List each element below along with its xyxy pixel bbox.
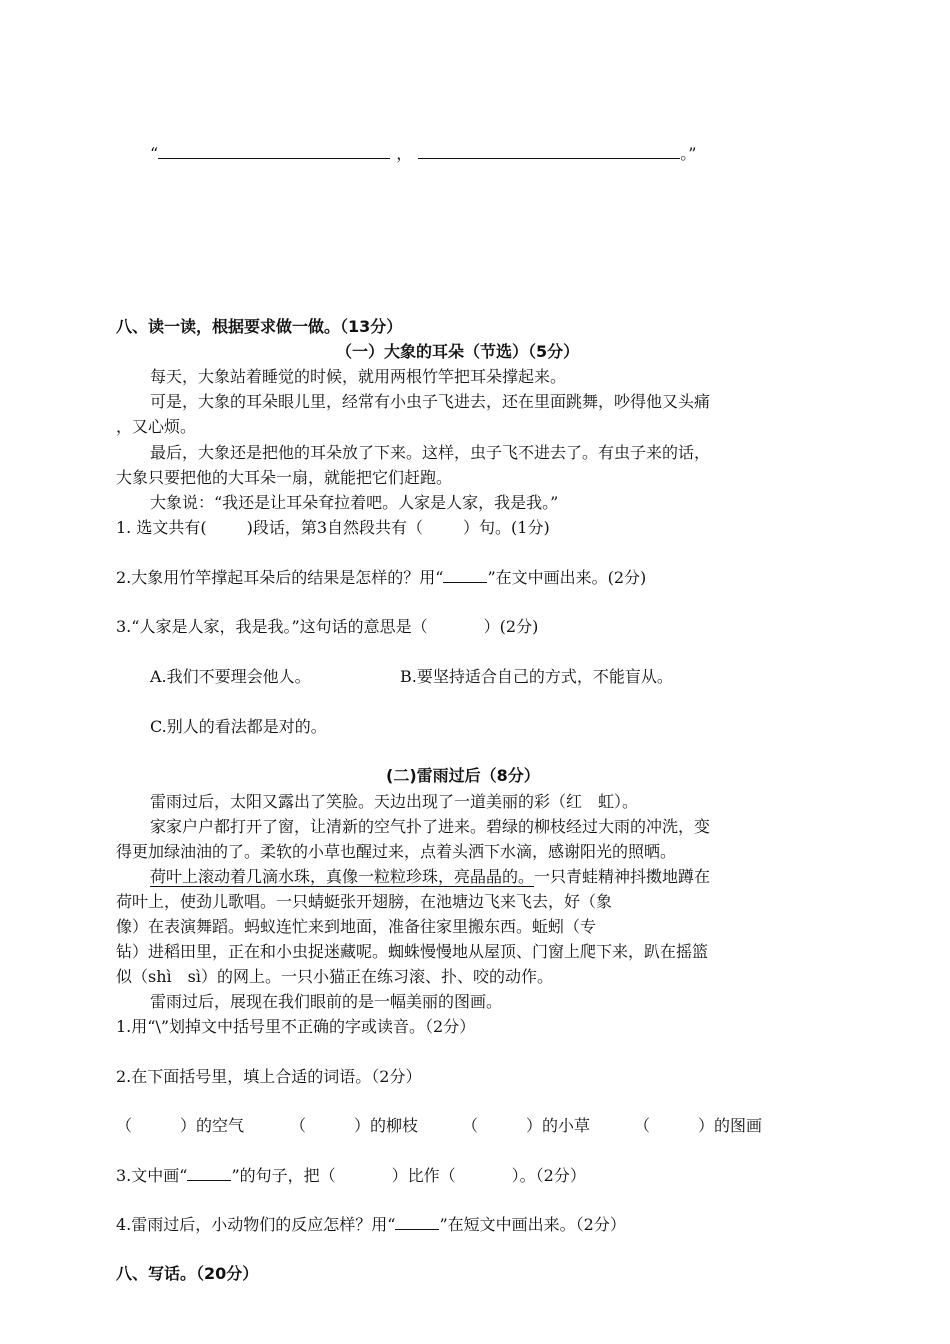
part1-question-2: 2.大象用竹竿撑起耳朵后的结果是怎样的？用“ ”在文中画出来。(2分) — [116, 568, 647, 587]
passage1-line: 大象只要把他的大耳朵一扇，就能把它们赶跑。 — [116, 468, 453, 487]
passage2-line: 家家户户都打开了窗，让清新的空气扑了进来。碧绿的柳枝经过大雨的冲洗，变 — [150, 817, 711, 836]
passage2-line: 雷雨过后，太阳又露出了笑脸。天边出现了一道美丽的彩（红 虹）。 — [150, 792, 639, 811]
option-c[interactable]: C.别人的看法都是对的。 — [150, 717, 327, 736]
section-8-heading: 八、读一读，根据要求做一做。（13分） — [116, 317, 403, 336]
part2-question-4: 4.雷雨过后，小动物们的反应怎样？用“ ”在短文中画出来。（2分） — [116, 1215, 626, 1234]
fill-item[interactable]: （ ）的柳枝 — [290, 1116, 419, 1135]
passage1-line: ，又心烦。 — [116, 417, 197, 436]
fill-item[interactable]: （ ）的小草 — [462, 1116, 591, 1135]
fill-item[interactable]: （ ）的空气 — [116, 1116, 245, 1135]
part1-title: （一）大象的耳朵（节选）（5分） — [336, 342, 580, 361]
passage1-line: 每天，大象站着睡觉的时候，就用两根竹竿把耳朵撑起来。 — [150, 367, 567, 386]
passage2-line: 荷叶上滚动着几滴水珠，真像一粒粒珍珠，亮晶晶的。一只青蛙精神抖擞地蹲在 — [150, 867, 711, 886]
part2-title: (二)雷雨过后（8分） — [386, 766, 540, 785]
line-sample — [443, 566, 487, 583]
fill-item[interactable]: （ ）的图画 — [634, 1116, 763, 1135]
option-a[interactable]: A.我们不要理会他人。 — [150, 667, 311, 686]
line-sample — [187, 1164, 231, 1181]
passage2-line: 似（shì sì）的网上。一只小猫正在练习滚、扑、咬的动作。 — [116, 967, 553, 986]
passage2-line: 荷叶上，使劲儿歌唱。一只蜻蜓张开翅膀，在池塘边飞来飞去，好（象 — [116, 892, 613, 911]
passage2-line: 雷雨过后，展现在我们眼前的是一幅美丽的图画。 — [150, 992, 503, 1011]
option-b[interactable]: B.要坚持适合自己的方式，不能盲从。 — [400, 667, 673, 686]
part1-question-3: 3.“人家是人家，我是我。”这句话的意思是（ ）(2分) — [116, 617, 539, 636]
part1-question-1: 1. 选文共有( )段话，第3自然段共有（ ）句。(1分) — [116, 518, 550, 537]
passage2-line: 得更加绿油油的了。柔软的小草也醒过来，点着头洒下水滴，感谢阳光的照晒。 — [116, 842, 677, 861]
part2-question-1: 1.用“\”划掉文中括号里不正确的字或读音。（2分） — [116, 1017, 476, 1036]
top-answer-line: “ ， 。” — [150, 144, 697, 163]
line-sample — [395, 1213, 439, 1230]
passage2-line: 像）在表演舞蹈。蚂蚁连忙来到地面，准备往家里搬东西。蚯蚓（专 — [116, 917, 597, 936]
answer-blank-2[interactable] — [418, 142, 680, 159]
answer-blank-1[interactable] — [158, 142, 390, 159]
passage1-line: 可是，大象的耳朵眼儿里，经常有小虫子飞进去，还在里面跳舞，吵得他又头痛 — [150, 392, 711, 411]
part2-question-2: 2.在下面括号里，填上合适的词语。（2分） — [116, 1067, 422, 1086]
part2-question-3: 3.文中画“ ”的句子，把（ ）比作（ ）。（2分） — [116, 1166, 586, 1185]
passage1-line: 最后，大象还是把他的耳朵放了下来。这样，虫子飞不进去了。有虫子来的话， — [150, 443, 711, 462]
passage1-line: 大象说：“我还是让耳朵耷拉着吧。人家是人家，我是我。” — [150, 493, 559, 512]
underlined-sentence: 荷叶上滚动着几滴水珠，真像一粒粒珍珠，亮晶晶的。 — [150, 867, 535, 886]
writing-section-heading: 八、写话。（20分） — [116, 1264, 259, 1283]
passage2-line: 钻）进稻田里，正在和小虫捉迷藏呢。蜘蛛慢慢地从屋顶、门窗上爬下来，趴在摇篮 — [116, 942, 709, 961]
